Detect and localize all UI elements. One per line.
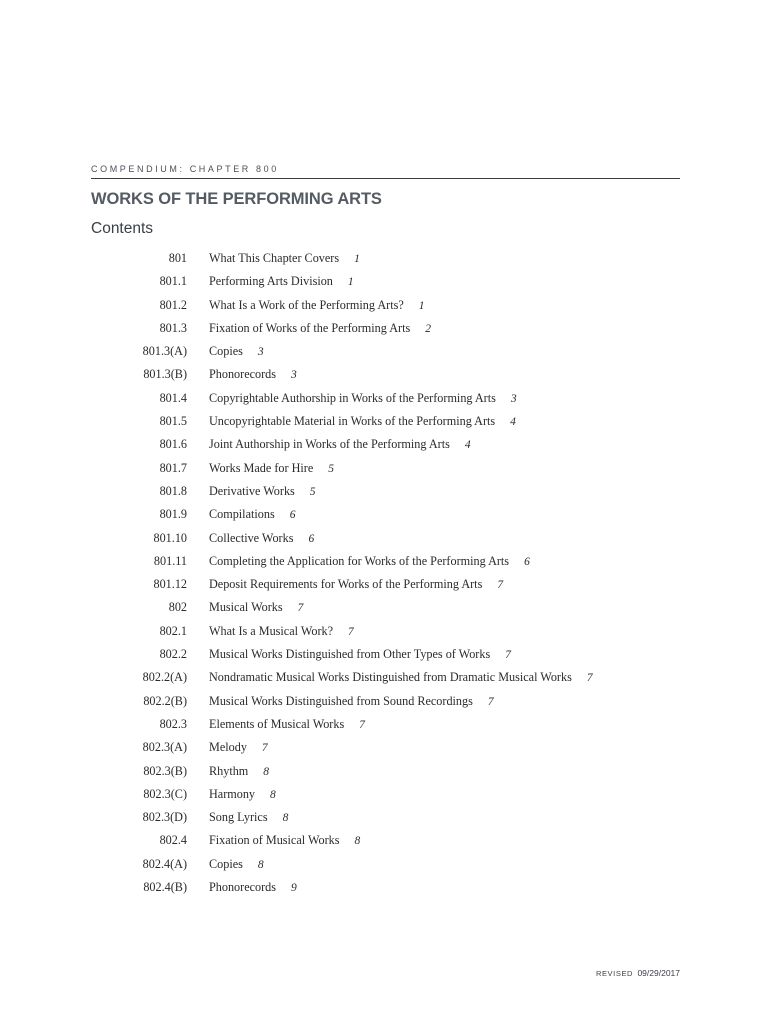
chapter-title: WORKS OF THE PERFORMING ARTS [91,190,382,208]
toc-page-number: 7 [497,579,504,592]
toc-page-number: 1 [354,253,360,265]
toc-page-number: 7 [261,742,268,755]
toc-section-title: Rhythm [209,763,249,778]
toc-page-number: 7 [505,649,511,662]
toc-entry[interactable] [100,856,660,879]
toc-entry[interactable] [100,320,660,343]
toc-page-number: 7 [359,718,365,731]
toc-section-title: Copies [209,344,243,359]
toc-page-number: 6 [524,555,530,568]
toc-entry[interactable] [100,693,660,716]
toc-page-number: 9 [291,882,297,895]
toc-entry[interactable] [100,413,660,436]
toc-entry[interactable] [100,460,660,483]
toc-section-number: 801.9 [159,507,187,522]
toc-section-number: 801.7 [159,460,187,475]
toc-entry[interactable] [100,390,660,413]
toc-page-number: 8 [354,835,361,848]
toc-section-number: 802.2 [159,647,187,662]
toc-entry[interactable] [100,763,660,786]
toc-section-number: 802.2(B) [143,693,187,708]
toc-section-title: Uncopyrightable Material in Works of the Performing Arts [209,414,496,429]
toc-section-title: Collective Works [209,530,294,545]
table-of-contents [100,250,660,902]
contents-heading: Contents [91,220,154,237]
toc-section-number: 802.3(C) [143,786,187,801]
toc-section-title: Fixation of Musical Works [209,833,340,848]
toc-page-number: 8 [263,765,270,778]
toc-page-number: 8 [270,788,276,801]
toc-section-number: 801 [168,251,187,265]
toc-entry[interactable] [100,366,660,389]
toc-section-title: Copies [209,856,243,871]
toc-entry[interactable] [100,297,660,320]
toc-entry[interactable] [100,343,660,366]
toc-section-number: 801.5 [159,414,187,429]
toc-section-title: Musical Works Distinguished from Other Types of Works [209,647,491,662]
toc-entry[interactable] [100,576,660,599]
toc-section-number: 802.3(D) [142,810,187,825]
toc-page-number: 1 [347,276,354,289]
toc-entry[interactable] [100,599,660,622]
toc-page-number: 2 [425,322,431,335]
toc-section-title: Phonorecords [209,367,277,382]
toc-section-number: 801.4 [159,390,187,405]
toc-section-title: What This Chapter Covers [209,251,340,265]
toc-page-number: 6 [308,532,315,545]
toc-section-title: Nondramatic Musical Works Distinguished from Dramatic Musical Works [209,670,572,685]
toc-page-number: 7 [487,695,494,708]
toc-entry[interactable] [100,553,660,576]
toc-entry[interactable] [100,809,660,832]
toc-section-number: 801.3 [159,320,187,335]
toc-page-number: 4 [464,439,471,452]
toc-section-title: Song Lyrics [209,810,268,825]
toc-section-title: Deposit Requirements for Works of the Performing Arts [209,577,483,592]
toc-section-number: 802.2(A) [142,670,187,685]
toc-section-number: 802.3(A) [142,740,187,755]
toc-page-number: 8 [282,812,289,825]
toc-section-title: Compilations [209,507,275,522]
toc-page-number: 7 [297,602,304,615]
page-header [91,162,680,239]
toc-entry[interactable] [100,273,660,296]
toc-entry[interactable] [100,832,660,855]
toc-section-title: Performing Arts Division [209,274,333,289]
toc-entry[interactable] [100,646,660,669]
revised-label: REVISED [595,969,634,978]
toc-section-title: Completing the Application for Works of the Performing Arts [209,553,510,568]
toc-entry[interactable] [100,483,660,506]
toc-section-title: Harmony [209,786,256,801]
toc-page-number: 4 [510,416,516,429]
toc-page-number: 5 [309,485,316,498]
toc-section-number: 802.3(B) [143,763,187,778]
toc-section-number: 801.6 [159,437,187,452]
toc-section-title: Works Made for Hire [209,460,314,475]
toc-page-number: 7 [348,625,354,638]
toc-section-title: Copyrightable Authorship in Works of the Performing Arts [209,390,496,405]
toc-section-title: Melody [209,740,247,755]
toc-page-number: 6 [289,509,296,522]
toc-entry[interactable] [100,669,660,692]
toc-entry[interactable] [100,739,660,762]
toc-section-title: Derivative Works [209,483,295,498]
toc-page-number: 5 [328,462,335,475]
toc-page-number: 1 [418,299,425,312]
toc-entry[interactable] [100,879,660,902]
toc-section-number: 802 [168,600,187,615]
toc-entry[interactable] [100,436,660,459]
toc-section-number: 801.10 [153,530,187,545]
toc-section-title: Joint Authorship in Works of the Performing Arts [209,437,450,452]
toc-entry[interactable] [100,716,660,739]
toc-section-number: 801.12 [153,577,187,592]
toc-section-title: Elements of Musical Works [209,716,345,731]
toc-section-title: What Is a Musical Work? [209,623,334,638]
revised-date: 09/29/2017 [637,968,680,978]
toc-page-number: 8 [257,858,264,871]
toc-entry[interactable] [100,506,660,529]
toc-section-title: Musical Works Distinguished from Sound Recordings [209,693,473,708]
toc-section-number: 802.3 [159,716,187,731]
toc-entry[interactable] [100,786,660,809]
toc-section-title: Musical Works [209,600,283,615]
toc-section-number: 801.3(A) [142,344,187,359]
header-rule [91,178,680,179]
toc-section-number: 802.1 [159,623,187,638]
toc-section-number: 802.4 [159,833,187,848]
toc-section-number: 802.4(B) [143,880,187,895]
toc-section-title: What Is a Work of the Performing Arts? [209,297,404,312]
toc-section-number: 801.8 [159,483,187,498]
toc-entry[interactable] [100,623,660,646]
toc-entry[interactable] [100,530,660,553]
toc-section-number: 802.4(A) [142,856,187,871]
toc-entry[interactable] [100,250,660,273]
toc-section-number: 801.2 [159,297,187,312]
toc-section-number: 801.11 [153,553,187,568]
toc-page-number: 3 [510,392,517,405]
toc-section-number: 801.1 [159,274,187,289]
toc-page-number: 3 [291,369,297,382]
toc-page-number: 7 [586,672,593,685]
chapter-kicker: COMPENDIUM: CHAPTER 800 [91,164,279,174]
revision-footer [596,968,680,978]
toc-section-title: Phonorecords [209,880,277,895]
toc-section-number: 801.3(B) [143,367,187,382]
toc-section-title: Fixation of Works of the Performing Arts [209,320,411,335]
toc-page-number: 3 [257,346,264,359]
